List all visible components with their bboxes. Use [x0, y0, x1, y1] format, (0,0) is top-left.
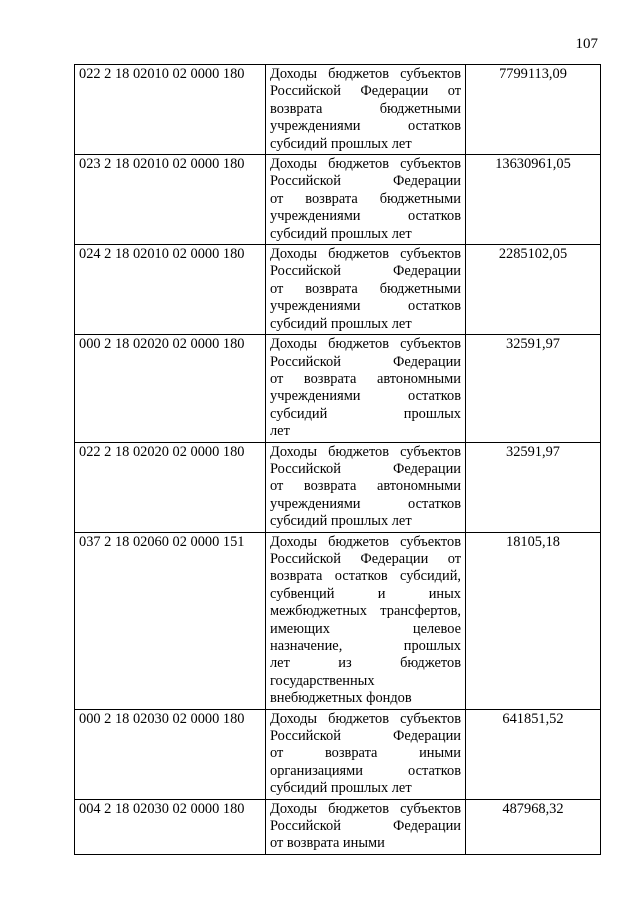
description-line: учреждениями остатков — [270, 388, 461, 405]
description-line: от возврата автономными — [270, 478, 461, 495]
description-line: лет из бюджетов — [270, 655, 461, 672]
revenue-description — [266, 155, 466, 245]
budget-classification-code: 000 2 18 02030 02 0000 180 — [75, 709, 266, 799]
description-line: Доходы бюджетов субъектов — [270, 800, 461, 817]
amount-value: 13630961,05 — [466, 155, 601, 245]
description-line: имеющих целевое — [270, 620, 461, 637]
description-line: Доходы бюджетов субъектов — [270, 443, 461, 460]
description-line: Доходы бюджетов субъектов — [270, 710, 461, 727]
revenue-description — [266, 65, 466, 155]
description-line: возврата остатков субсидий, — [270, 568, 461, 585]
description-line: лет — [270, 423, 290, 440]
revenue-table — [74, 64, 601, 855]
description-line: учреждениями остатков — [270, 495, 461, 512]
amount-value: 641851,52 — [466, 709, 601, 799]
amount-value: 7799113,09 — [466, 65, 601, 155]
revenue-description — [266, 335, 466, 442]
table-row — [75, 245, 601, 335]
description-line: субсидий прошлых лет — [270, 780, 412, 797]
description-line: субсидий прошлых лет — [270, 513, 412, 530]
description-line: Российской Федерации — [270, 173, 461, 190]
table-row — [75, 532, 601, 709]
description-line: учреждениями остатков — [270, 118, 461, 135]
description-line: Доходы бюджетов субъектов — [270, 156, 461, 173]
description-line: Российской Федерации от — [270, 550, 461, 567]
budget-classification-code: 023 2 18 02010 02 0000 180 — [75, 155, 266, 245]
description-line: Доходы бюджетов субъектов — [270, 66, 461, 82]
description-line: Российской Федерации — [270, 263, 461, 280]
revenue-description — [266, 245, 466, 335]
amount-value: 18105,18 — [466, 532, 601, 709]
amount-value: 487968,32 — [466, 799, 601, 854]
revenue-description — [266, 709, 466, 799]
table-row — [75, 709, 601, 799]
description-line: Доходы бюджетов субъектов — [270, 533, 461, 550]
revenue-description — [266, 442, 466, 532]
description-line: Российской Федерации — [270, 728, 461, 745]
description-line: учреждениями остатков — [270, 298, 461, 315]
description-line: назначение, прошлых — [270, 638, 461, 654]
description-line: Российской Федерации — [270, 818, 461, 835]
description-line: Российской Федерации — [270, 460, 461, 477]
budget-classification-code: 004 2 18 02030 02 0000 180 — [75, 799, 266, 854]
description-line: Доходы бюджетов субъектов — [270, 246, 461, 263]
description-line: внебюджетных фондов — [270, 690, 412, 707]
table-row — [75, 65, 601, 155]
budget-classification-code: 022 2 18 02010 02 0000 180 — [75, 65, 266, 155]
description-line: субсидий прошлых лет — [270, 135, 412, 152]
amount-value: 32591,97 — [466, 335, 601, 442]
page-number: 107 — [575, 36, 598, 52]
amount-value: 32591,97 — [466, 442, 601, 532]
budget-classification-code: 000 2 18 02020 02 0000 180 — [75, 335, 266, 442]
revenue-table-body — [75, 65, 601, 855]
description-line: межбюджетных трансфертов, — [270, 603, 461, 620]
description-line: от возврата бюджетными — [270, 190, 461, 207]
description-line: Российской Федерации — [270, 353, 461, 370]
description-line: государственных — [270, 672, 375, 689]
revenue-description — [266, 532, 466, 709]
description-line: организациями остатков — [270, 762, 461, 779]
budget-classification-code: 037 2 18 02060 02 0000 151 — [75, 532, 266, 709]
description-line: Российской Федерации от — [270, 83, 461, 100]
table-row — [75, 442, 601, 532]
table-row — [75, 799, 601, 854]
budget-classification-code: 024 2 18 02010 02 0000 180 — [75, 245, 266, 335]
description-line: от возврата автономными — [270, 370, 461, 387]
description-line: субвенций и иных — [270, 585, 461, 602]
revenue-description — [266, 799, 466, 854]
amount-value: 2285102,05 — [466, 245, 601, 335]
table-row — [75, 335, 601, 442]
description-line: субсидий прошлых лет — [270, 315, 412, 332]
budget-classification-code: 022 2 18 02020 02 0000 180 — [75, 442, 266, 532]
description-line: субсидий прошлых лет — [270, 225, 412, 242]
table-row — [75, 155, 601, 245]
description-line: учреждениями остатков — [270, 208, 461, 225]
description-line: субсидий прошлых — [270, 405, 461, 422]
description-line: от возврата иными — [270, 835, 385, 852]
description-line: Доходы бюджетов субъектов — [270, 336, 461, 353]
description-line: от возврата иными — [270, 745, 461, 762]
description-line: возврата бюджетными — [270, 100, 461, 117]
description-line: от возврата бюджетными — [270, 280, 461, 297]
